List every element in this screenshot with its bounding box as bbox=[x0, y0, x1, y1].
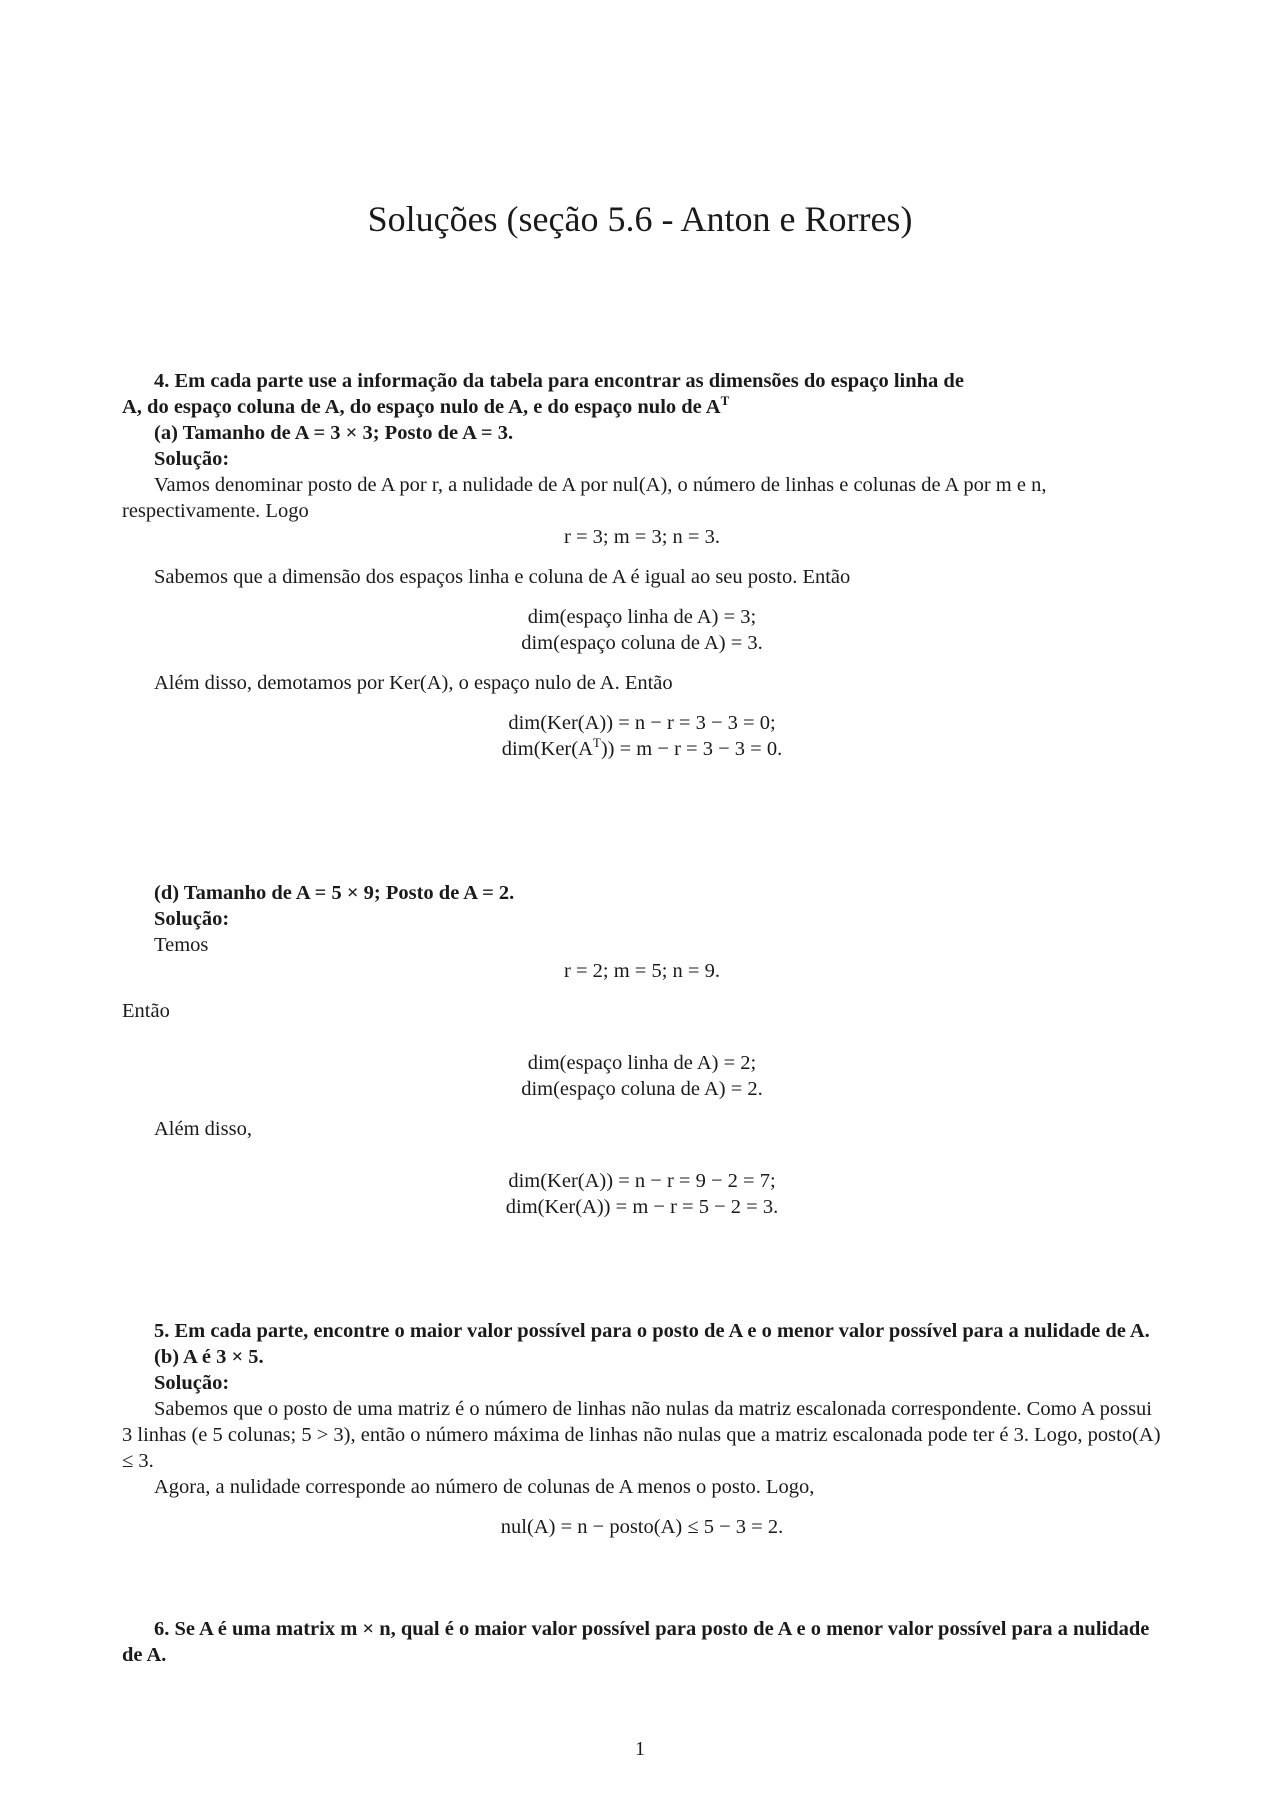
q4d-solucao-label: Solução: bbox=[154, 908, 230, 930]
q5b-eq1: nul(A) = n − posto(A) ≤ 5 − 3 = 2. bbox=[500, 1516, 784, 1538]
q5b-solucao-label: Solução: bbox=[154, 1372, 230, 1394]
document-body bbox=[122, 368, 1162, 1668]
q4d-text2: Então bbox=[122, 1000, 170, 1022]
q4a-eq2b: dim(espaço coluna de A) = 3. bbox=[521, 632, 763, 654]
page-number: 1 bbox=[635, 1738, 645, 1760]
q4d-eq3a: dim(Ker(A)) = n − r = 9 − 2 = 7; bbox=[508, 1170, 776, 1192]
q4a-text3: Além disso, demotamos por Ker(A), o espaço nulo de A. Então bbox=[154, 672, 673, 694]
q4a-eq3b: $dim(Ker(A^T)) = m - r = 3 - 3 = 0$. bbox=[501, 735, 783, 760]
q5b-text1: Sabemos que o posto de uma matriz é o número de linhas não nulas da matriz escalonada correspondente. Como A possui 3 linhas (e 5 colunas; 5 > 3), então o número máxima de linhas não nulas que a matriz escalonada pode ter é 3. Logo, posto(A) ≤ 3. bbox=[122, 1398, 1161, 1472]
q4a-text2: Sabemos que a dimensão dos espaços linha e coluna de A é igual ao seu posto. Então bbox=[154, 566, 851, 588]
q4-statement-superscript: T bbox=[720, 393, 730, 409]
q4-statement-line2: A, do espaço coluna de A, do espaço nulo de A, e do espaço nulo de $A^T$ bbox=[122, 393, 730, 418]
q4d-text3: Além disso, bbox=[154, 1118, 252, 1140]
q4a-heading: (a) Tamanho de A = 3 × 3; Posto de A = 3. bbox=[154, 422, 514, 444]
q4d-text1: Temos bbox=[154, 934, 209, 956]
q4a-text1: Vamos denominar posto de A por r, a nulidade de A por nul(A), o número de linhas e colunas de A por m e n, respectivamente. Logo bbox=[122, 474, 1047, 522]
q4d-eq2b: dim(espaço coluna de A) = 2. bbox=[521, 1078, 763, 1100]
q4-statement-line1: 4. Em cada parte use a informação da tabela para encontrar as dimensões do espaço linha de bbox=[154, 370, 964, 392]
q4d-eq3b: dim(Ker(A)) = m − r = 5 − 2 = 3. bbox=[505, 1196, 779, 1218]
q4a-eq1: r = 3; m = 3; n = 3. bbox=[564, 526, 720, 548]
q5b-text2: Agora, a nulidade corresponde ao número de colunas de A menos o posto. Logo, bbox=[154, 1476, 815, 1498]
q4a-eq3a: dim(Ker(A)) = n − r = 3 − 3 = 0; bbox=[508, 712, 776, 734]
q4d-eq1: r = 2; m = 5; n = 9. bbox=[564, 960, 720, 982]
document-title: Soluções (seção 5.6 - Anton e Rorres) bbox=[367, 199, 913, 239]
q5-statement: 5. Em cada parte, encontre o maior valor possível para o posto de A e o menor valor possível para a nulidade de A. bbox=[154, 1320, 1150, 1342]
q4a-solucao-label: Solução: bbox=[154, 448, 230, 470]
q4d-heading: (d) Tamanho de A = 5 × 9; Posto de A = 2. bbox=[154, 882, 515, 904]
q5b-heading: (b) A é 3 × 5. bbox=[154, 1346, 264, 1368]
q4a-eq2a: dim(espaço linha de A) = 3; bbox=[527, 606, 757, 628]
q4a-eq3b-superscript: T bbox=[592, 735, 601, 751]
q6-statement: 6. Se A é uma matrix m × n, qual é o maior valor possível para posto de A e o menor valor possível para a nulidade de A. bbox=[122, 1618, 1150, 1666]
q4d-eq2a: dim(espaço linha de A) = 2; bbox=[527, 1052, 757, 1074]
